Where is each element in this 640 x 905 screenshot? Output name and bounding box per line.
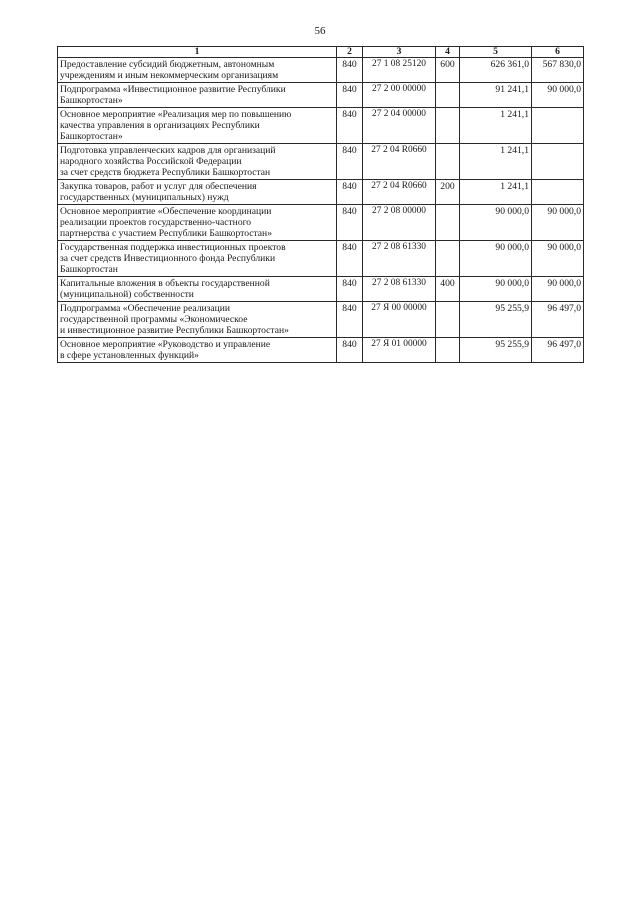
header-col-5: 5 bbox=[460, 47, 532, 58]
row-csr-cell: 27 2 08 00000 bbox=[363, 205, 436, 241]
row-sum-current-cell: 90 000,0 bbox=[460, 241, 532, 277]
table-row bbox=[58, 144, 584, 180]
row-csr-cell: 27 2 08 61330 bbox=[363, 277, 436, 302]
row-name-cell bbox=[58, 180, 337, 205]
row-name-line: (муниципальной) собственности bbox=[60, 289, 194, 300]
header-col-4: 4 bbox=[436, 47, 460, 58]
row-ved-cell: 840 bbox=[337, 144, 363, 180]
header-row bbox=[58, 47, 584, 58]
row-name-cell bbox=[58, 302, 337, 338]
row-vr-cell: 400 bbox=[436, 277, 460, 302]
row-ved-cell: 840 bbox=[337, 205, 363, 241]
row-csr-cell: 27 2 00 00000 bbox=[363, 83, 436, 108]
row-name-line: за счет средств бюджета Республики Башкортостан bbox=[60, 167, 271, 178]
row-vr-cell bbox=[436, 302, 460, 338]
row-sum-current-cell: 91 241,1 bbox=[460, 83, 532, 108]
row-name-line: и инвестиционное развитие Республики Башкортостан» bbox=[60, 325, 289, 336]
row-name-line: за счет средств Инвестиционного фонда Республики bbox=[60, 253, 276, 264]
row-name-line: Подготовка управленческих кадров для организаций bbox=[60, 145, 276, 156]
row-name-cell bbox=[58, 241, 337, 277]
row-sum-next-cell bbox=[532, 180, 584, 205]
row-sum-next-cell: 567 830,0 bbox=[532, 58, 584, 83]
row-vr-cell bbox=[436, 144, 460, 180]
row-name-line: государственных (муниципальных) нужд bbox=[60, 192, 229, 203]
header-col-1: 1 bbox=[58, 47, 337, 58]
page-number: 56 bbox=[314, 25, 326, 37]
row-sum-current-cell: 1 241,1 bbox=[460, 108, 532, 144]
row-name-line: Башкортостан» bbox=[60, 95, 123, 106]
row-sum-next-cell bbox=[532, 144, 584, 180]
table-row bbox=[58, 277, 584, 302]
table-row bbox=[58, 241, 584, 277]
budget-table bbox=[57, 46, 584, 363]
row-sum-current-cell: 95 255,9 bbox=[460, 338, 532, 363]
row-name-cell bbox=[58, 144, 337, 180]
row-ved-cell: 840 bbox=[337, 58, 363, 83]
row-name-cell bbox=[58, 205, 337, 241]
row-name-line: качества управления в организациях Республики bbox=[60, 120, 260, 131]
row-name-line: Основное мероприятие «Реализация мер по повышению bbox=[60, 109, 292, 120]
table-row bbox=[58, 180, 584, 205]
table-row bbox=[58, 302, 584, 338]
row-sum-next-cell: 90 000,0 bbox=[532, 241, 584, 277]
table-row bbox=[58, 338, 584, 363]
row-name-line: Предоставление субсидий бюджетным, автономным bbox=[60, 59, 275, 70]
table-row bbox=[58, 83, 584, 108]
row-name-cell bbox=[58, 338, 337, 363]
row-name-line: Капитальные вложения в объекты государственной bbox=[60, 278, 270, 289]
row-sum-current-cell: 1 241,1 bbox=[460, 180, 532, 205]
row-name-line: Башкортостан bbox=[60, 264, 118, 275]
row-name-line: партнерства с участием Республики Башкортостан» bbox=[60, 228, 272, 239]
row-vr-cell bbox=[436, 205, 460, 241]
row-ved-cell: 840 bbox=[337, 277, 363, 302]
row-ved-cell: 840 bbox=[337, 241, 363, 277]
row-vr-cell bbox=[436, 108, 460, 144]
row-sum-current-cell: 90 000,0 bbox=[460, 205, 532, 241]
row-vr-cell: 200 bbox=[436, 180, 460, 205]
table-row bbox=[58, 205, 584, 241]
table-body bbox=[58, 58, 584, 363]
table-row bbox=[58, 108, 584, 144]
row-name-cell bbox=[58, 83, 337, 108]
row-name-line: Башкортостан» bbox=[60, 131, 123, 142]
row-vr-cell: 600 bbox=[436, 58, 460, 83]
row-name-line: народного хозяйства Российской Федерации bbox=[60, 156, 242, 167]
row-sum-next-cell: 90 000,0 bbox=[532, 277, 584, 302]
row-csr-cell: 27 2 04 R0660 bbox=[363, 144, 436, 180]
header-col-6: 6 bbox=[532, 47, 584, 58]
row-csr-cell: 27 Я 01 00000 bbox=[363, 338, 436, 363]
row-ved-cell: 840 bbox=[337, 83, 363, 108]
row-name-cell bbox=[58, 58, 337, 83]
row-csr-cell: 27 Я 00 00000 bbox=[363, 302, 436, 338]
row-sum-current-cell: 1 241,1 bbox=[460, 144, 532, 180]
row-sum-next-cell: 90 000,0 bbox=[532, 205, 584, 241]
row-name-line: в сфере установленных функций» bbox=[60, 350, 199, 361]
row-vr-cell bbox=[436, 83, 460, 108]
row-csr-cell: 27 2 04 R0660 bbox=[363, 180, 436, 205]
row-name-line: Закупка товаров, работ и услуг для обеспечения bbox=[60, 181, 257, 192]
row-name-line: Основное мероприятие «Обеспечение координации bbox=[60, 206, 272, 217]
row-ved-cell: 840 bbox=[337, 108, 363, 144]
row-name-cell bbox=[58, 108, 337, 144]
row-sum-next-cell: 90 000,0 bbox=[532, 83, 584, 108]
row-name-line: государственной программы «Экономическое bbox=[60, 314, 248, 325]
row-ved-cell: 840 bbox=[337, 180, 363, 205]
row-sum-current-cell: 626 361,0 bbox=[460, 58, 532, 83]
header-col-2: 2 bbox=[337, 47, 363, 58]
row-vr-cell bbox=[436, 241, 460, 277]
row-name-line: Государственная поддержка инвестиционных проектов bbox=[60, 242, 286, 253]
row-vr-cell bbox=[436, 338, 460, 363]
row-csr-cell: 27 1 08 25120 bbox=[363, 58, 436, 83]
row-name-line: Подпрограмма «Инвестиционное развитие Республики bbox=[60, 84, 286, 95]
row-name-cell bbox=[58, 277, 337, 302]
row-sum-current-cell: 90 000,0 bbox=[460, 277, 532, 302]
row-csr-cell: 27 2 04 00000 bbox=[363, 108, 436, 144]
row-ved-cell: 840 bbox=[337, 302, 363, 338]
row-sum-current-cell: 95 255,9 bbox=[460, 302, 532, 338]
table-row bbox=[58, 58, 584, 83]
row-ved-cell: 840 bbox=[337, 338, 363, 363]
row-csr-cell: 27 2 08 61330 bbox=[363, 241, 436, 277]
row-name-line: реализации проектов государственно-частного bbox=[60, 217, 252, 228]
row-sum-next-cell bbox=[532, 108, 584, 144]
header-col-3: 3 bbox=[363, 47, 436, 58]
row-name-line: Основное мероприятие «Руководство и управление bbox=[60, 339, 271, 350]
row-sum-next-cell: 96 497,0 bbox=[532, 338, 584, 363]
row-name-line: учреждениям и иным некоммерческим организациям bbox=[60, 70, 279, 81]
row-name-line: Подпрограмма «Обеспечение реализации bbox=[60, 303, 231, 314]
row-sum-next-cell: 96 497,0 bbox=[532, 302, 584, 338]
